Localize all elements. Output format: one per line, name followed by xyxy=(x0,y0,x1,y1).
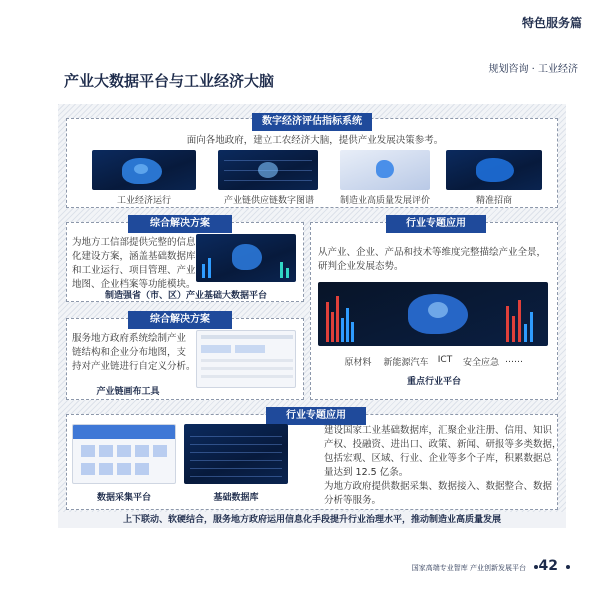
caption-precision-investment: 精准招商 xyxy=(475,196,512,206)
left-panel-2-ribbon: 综合解决方案 xyxy=(128,311,232,329)
page-number: 42 xyxy=(538,558,558,574)
screenshot-precision-investment xyxy=(446,150,542,190)
left-panel-1-desc-line: 为地方工信部提供完整的信息 xyxy=(72,237,196,248)
caption-key-industry-platform: 重点行业平台 xyxy=(406,377,461,387)
bullet-left xyxy=(534,565,538,569)
summary-band: 上下联动、软硬结合，服务地方政府运用信息化手段提升行业治理水平，推动制造业高质量发展 xyxy=(58,512,566,528)
industry-tag: 安全应急 xyxy=(462,358,499,368)
bullet-right xyxy=(566,565,570,569)
right-panel-ribbon: 行业专题应用 xyxy=(386,215,486,233)
right-panel-desc-line: 研判企业发展态势。 xyxy=(318,261,404,272)
screenshot-key-industry-platform xyxy=(318,282,548,346)
industry-tag: …… xyxy=(505,355,523,365)
bottom-panel-desc-line: 产权、投融资、进出口、政策、新闻、研报等多类数据， xyxy=(324,439,562,450)
caption-quality-evaluation: 制造业高质量发展评价 xyxy=(339,196,430,206)
industry-tag: 原材料 xyxy=(344,358,372,368)
caption-supply-chain-map: 产业链供应链数字图谱 xyxy=(223,196,314,206)
top-panel-ribbon: 数字经济评估指标系统 xyxy=(252,113,372,131)
subsection-label: 规划咨询 · 工业经济 xyxy=(488,64,578,75)
caption-industrial-base-platform: 制造强省（市、区）产业基础大数据平台 xyxy=(104,291,267,301)
left-panel-1-desc-line: 地图、企业档案等功能模块。 xyxy=(72,279,196,290)
bottom-panel-desc-line: 分析等服务。 xyxy=(324,495,382,506)
caption-data-collection-platform: 数据采集平台 xyxy=(96,493,151,503)
screenshot-industrial-base-platform xyxy=(196,234,296,282)
industry-tag: 新能源汽车 xyxy=(383,358,429,368)
caption-chain-canvas-tool: 产业链画布工具 xyxy=(96,387,160,397)
left-panel-2-desc-line: 链结构和企业分布地图，支 xyxy=(72,347,187,358)
top-panel-desc: 面向各地政府，建立工农经济大脑，提供产业发展决策参考。 xyxy=(186,135,444,146)
left-panel-2-desc-line: 服务地方政府系统绘制产业 xyxy=(72,333,187,344)
screenshot-data-collection-platform xyxy=(72,424,176,484)
left-panel-1-desc-line: 化建设方案，涵盖基础数据库 xyxy=(72,251,196,262)
industry-tag: ICT xyxy=(437,355,453,365)
bottom-panel-desc-line: 建设国家工业基础数据库，汇聚企业注册、信用、知识 xyxy=(324,425,553,436)
screenshot-quality-evaluation xyxy=(340,150,430,190)
screenshot-chain-canvas-tool xyxy=(196,330,296,388)
screenshot-base-database xyxy=(184,424,288,484)
screenshot-supply-chain-map xyxy=(218,150,318,190)
page-title: 产业大数据平台与工业经济大脑 xyxy=(64,72,275,90)
screenshot-industrial-economy xyxy=(92,150,196,190)
footer-text: 国家高端专业智库 产业创新发展平台 xyxy=(411,564,526,572)
right-panel-desc-line: 从产业、企业、产品和技术等维度完整描绘产业全景， xyxy=(318,247,547,258)
bottom-panel-desc-line: 量达到 12.5 亿条。 xyxy=(324,467,409,478)
left-panel-2-desc-line: 持对产业链进行自定义分析。 xyxy=(72,361,196,372)
bottom-panel-desc-line: 包括宏观、区域、行业、企业等多个子库，积累数据总 xyxy=(324,453,553,464)
section-tag: 特色服务篇 xyxy=(472,8,590,34)
caption-base-database: 基础数据库 xyxy=(213,493,259,503)
bottom-panel-desc-line: 为地方政府提供数据采集、数据接入、数据整合、数据 xyxy=(324,481,553,492)
caption-industrial-economy: 工业经济运行 xyxy=(116,196,171,206)
left-panel-1-ribbon: 综合解决方案 xyxy=(128,215,232,233)
left-panel-1-desc-line: 和工业运行、项目管理、产业 xyxy=(72,265,196,276)
bottom-panel-ribbon: 行业专题应用 xyxy=(266,407,366,425)
